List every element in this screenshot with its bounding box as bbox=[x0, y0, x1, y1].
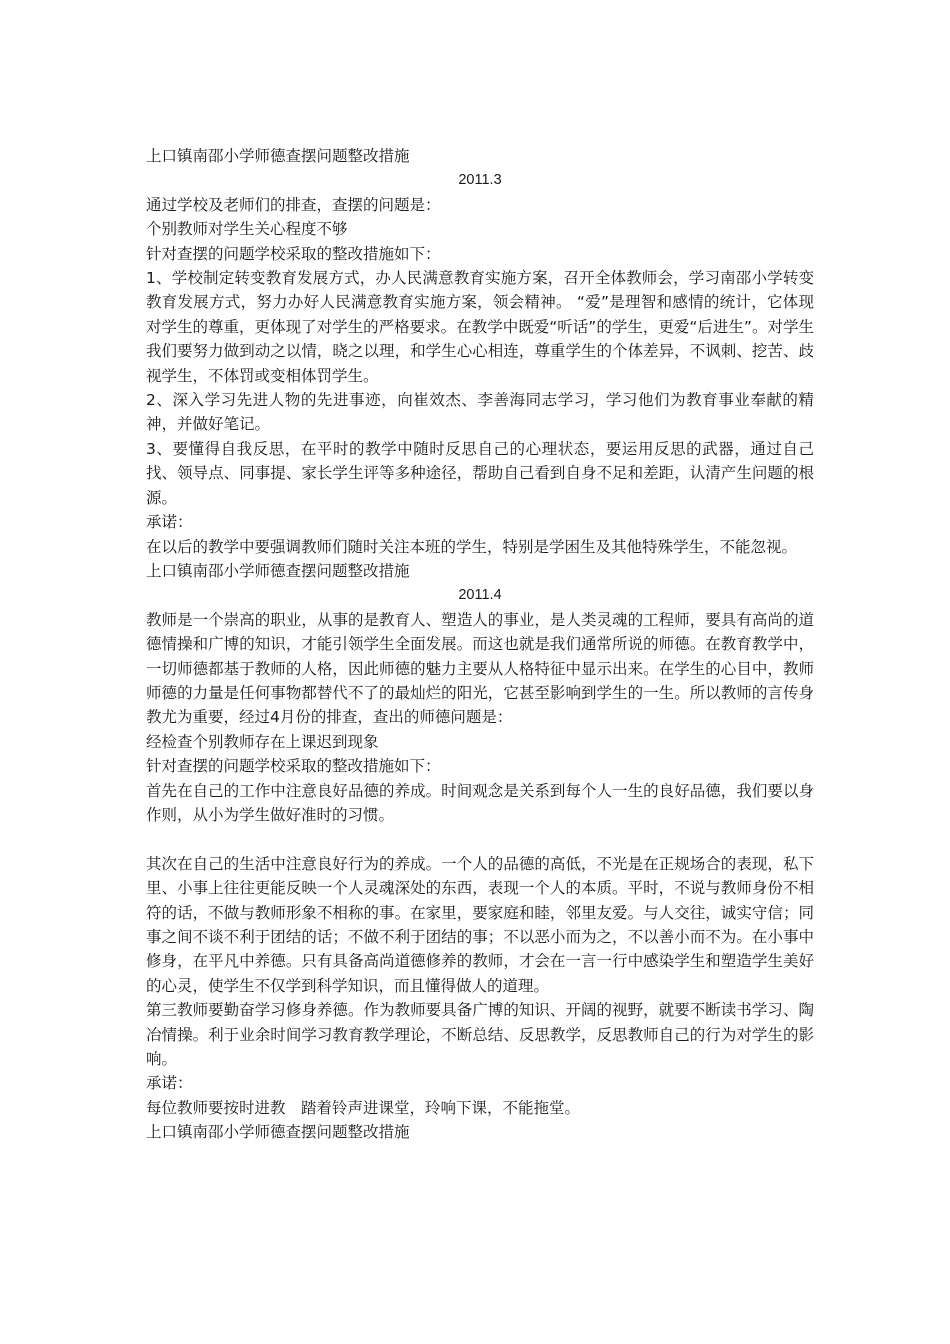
paragraph: 首先在自己的工作中注意良好品德的养成。时间观念是关系到每个人一生的良好品德，我们要以身作则，从小为学生做好准时的习惯。 bbox=[146, 781, 814, 824]
measure-item: 2、深入学习先进人物的先进事迹，向崔效杰、李善海同志学习，学习他们为教育事业奉献的精神，并做好笔记。 bbox=[146, 391, 814, 434]
measure-item: 3、要懂得自我反思，在平时的教学中随时反思自己的心理状态，要运用反思的武器，通过自己找、领导点、同事提、家长学生评等多种途径，帮助自己看到自身不足和差距，认清产生问题的根源。 bbox=[146, 439, 814, 507]
paragraph: 其次在自己的生活中注意良好行为的养成。一个人的品德的高低，不光是在正规场合的表现，私下里、小事上往往更能反映一个人灵魂深处的东西，表现一个人的本质。平时，不说与教师身份不相符的话，不做与教师形象不相称的事。在家里，要家庭和睦，邻里友爱。与人交往，诚实守信；同事之间不谈不利于团结的话；不做不利于团结的事；不以恶小而为之，不以善小而不为。在小事中修身，在平凡中养德。只有具备高尚道德修养的教师，才会在一言一行中感染学生和塑造学生美好的心灵，使学生不仅学到科学知识，而且懂得做人的道理。 bbox=[146, 854, 814, 995]
paragraph: 通过学校及老师们的排查，查摆的问题是： bbox=[146, 195, 441, 214]
section-date: 2011.4 bbox=[458, 587, 502, 604]
section-title: 上口镇南邵小学师德查摆问题整改措施 bbox=[146, 147, 410, 165]
paragraph: 经检查个别教师存在上课迟到现象 bbox=[146, 732, 379, 751]
paragraph: 教师是一个崇高的职业，从事的是教育人、塑造人的事业，是人类灵魂的工程师，要具有高尚的道德情操和广博的知识，才能引领学生全面发展。而这也就是我们通常所说的师德。在教育教学中，一切师德都基于教师的人格，因此师德的魅力主要从人格特征中显示出来。在学生的心目中，教师师德的力量是任何事物都替代不了的最灿烂的阳光，它甚至影响到学生的一生。所以教师的言传身教尤为重要，经过4月份的排查，查出的师德问题是： bbox=[146, 610, 814, 727]
blank-line bbox=[146, 827, 814, 851]
section-title: 上口镇南邵小学师德查摆问题整改措施 bbox=[146, 561, 410, 580]
paragraph: 第三教师要勤奋学习修身养德。作为教师要具备广博的知识、开阔的视野，就要不断读书学习、陶冶情操。利于业余时间学习教育教学理论，不断总结、反思教学，反思教师自己的行为对学生的影响。 bbox=[146, 1001, 814, 1069]
section-date: 2011.3 bbox=[458, 172, 502, 189]
paragraph: 针对查摆的问题学校采取的整改措施如下： bbox=[146, 757, 441, 776]
paragraph: 针对查摆的问题学校采取的整改措施如下： bbox=[146, 244, 441, 263]
paragraph: 每位教师要按时进教 踏着铃声进课堂，玲响下课，不能拖堂。 bbox=[146, 1098, 581, 1117]
measure-item: 1、学校制定转变教育发展方式，办人民满意教育实施方案，召开全体教师会，学习南邵小学转变教育发展方式，努力办好人民满意教育实施方案，领会精神。 “爱”是理智和感情的统计，它体现对学生的尊重，更体现了对学生的严格要求。在教学中既爱“听话”的学生，更爱“后进生”。对学生我们要努力做到动之以情，晓之以理，和学生心心相连，尊重学生的个体差异，不讽刺、挖苦、歧视学生，不体罚或变相体罚学生。 bbox=[146, 269, 814, 385]
paragraph: 个别教师对学生关心程度不够 bbox=[146, 220, 348, 239]
promise-label: 承诺： bbox=[146, 1074, 193, 1093]
paragraph: 在以后的教学中要强调教师们随时关注本班的学生，特别是学困生及其他特殊学生，不能忽视。 bbox=[146, 537, 798, 556]
promise-label: 承诺： bbox=[146, 513, 193, 532]
document-body bbox=[146, 144, 814, 1145]
section-title: 上口镇南邵小学师德查摆问题整改措施 bbox=[146, 1123, 410, 1142]
